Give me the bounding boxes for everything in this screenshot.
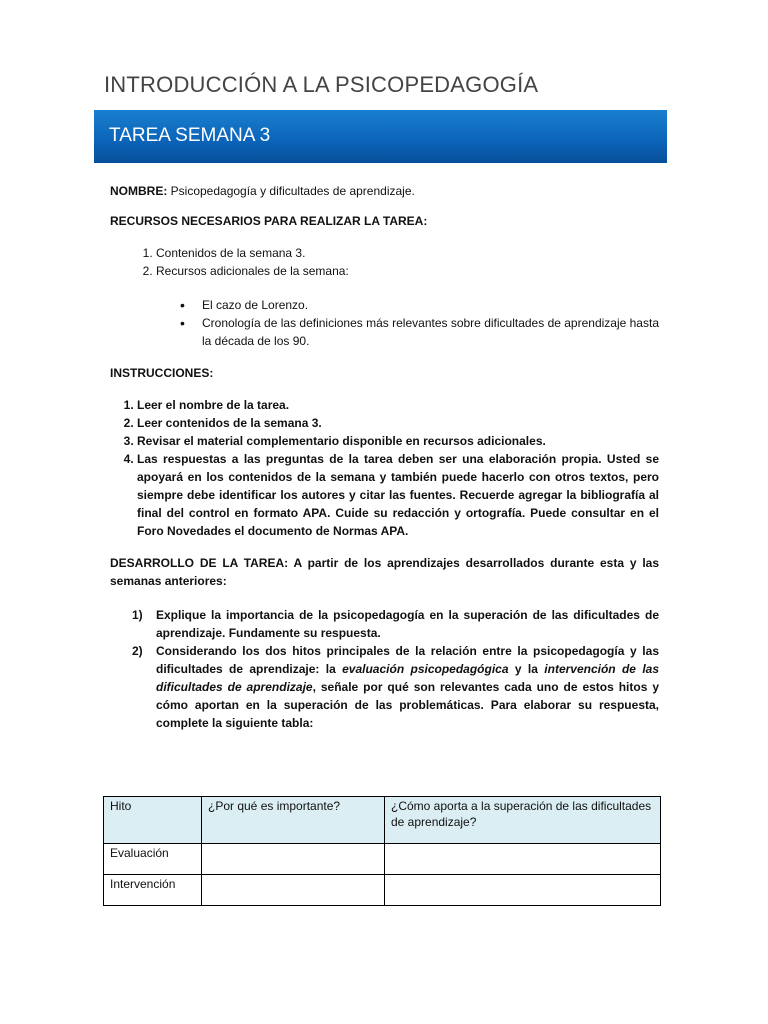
- nombre-value: Psicopedagogía y dificultades de aprendizaje.: [167, 184, 415, 198]
- question-text: , señale por qué son relevantes cada uno de estos hitos y cómo aportan en la superación de las problemáticas. Para elaborar su respuesta, complete la siguiente tabla:: [156, 680, 660, 730]
- table-cell[interactable]: [202, 875, 385, 906]
- question-text: Explique la importancia de la psicopedagogía en la superación de las dificultades de aprendizaje. Fundamente su respuesta.: [156, 608, 659, 640]
- list-item: 2. Recursos adicionales de la semana:: [156, 262, 659, 280]
- table-row: [104, 844, 661, 875]
- header-importancia: ¿Por qué es importante?: [202, 797, 385, 844]
- desarrollo-intro: [110, 554, 659, 590]
- table-cell[interactable]: [385, 844, 661, 875]
- recursos-list: [110, 244, 659, 280]
- desarrollo-label: DESARROLLO DE LA TAREA:: [110, 556, 289, 570]
- list-item: 1. Leer el nombre de la tarea.: [137, 396, 659, 414]
- desarrollo-intro-text: A partir de los aprendizajes desarrollados durante esta y las semanas anteriores:: [110, 556, 659, 588]
- desarrollo-questions: [110, 606, 659, 732]
- question-number: 1): [132, 608, 143, 622]
- table-cell[interactable]: [385, 875, 661, 906]
- header-hito: Hito: [104, 797, 202, 844]
- hitos-table-wrap: [103, 796, 661, 906]
- emphasis-evaluacion: evaluación psicopedagógica: [342, 662, 509, 676]
- instrucciones-heading: INSTRUCCIONES:: [110, 366, 214, 380]
- hitos-table: [103, 796, 661, 906]
- question-2: [132, 642, 660, 732]
- table-cell[interactable]: [202, 844, 385, 875]
- question-text: Considerando los dos hitos principales de la relación entre la psicopedagogía y las dificultades de aprendizaje: la: [156, 644, 659, 676]
- table-header-row: [104, 797, 661, 844]
- list-item: 2. Leer contenidos de la semana 3.: [137, 414, 659, 432]
- emphasis-intervencion: intervención de las dificultades de aprendizaje: [156, 662, 660, 694]
- recursos-heading: RECURSOS NECESARIOS PARA REALIZAR LA TAREA:: [110, 214, 428, 228]
- table-row: [104, 875, 661, 906]
- nombre-label: NOMBRE:: [110, 184, 168, 198]
- banner-title: TAREA SEMANA 3: [109, 125, 271, 146]
- document-body: [110, 182, 659, 732]
- list-item: 3. Revisar el material complementario disponible en recursos adicionales.: [137, 432, 659, 450]
- nombre-line: [110, 182, 659, 200]
- list-item: • El cazo de Lorenzo.: [180, 296, 659, 314]
- header-aporte: ¿Cómo aporta a la superación de las dificultades de aprendizaje?: [385, 797, 661, 844]
- question-1: [132, 606, 659, 642]
- list-item: 1. Contenidos de la semana 3.: [156, 244, 659, 262]
- assignment-banner: [94, 110, 667, 163]
- row-label: Evaluación: [104, 844, 202, 875]
- recursos-bullets: [110, 296, 659, 350]
- instrucciones-list: [110, 396, 659, 540]
- list-item: • Cronología de las definiciones más relevantes sobre dificultades de aprendizaje hasta la década de los 90.: [180, 314, 659, 350]
- list-item: 4. Las respuestas a las preguntas de la tarea deben ser una elaboración propia. Usted se apoyará en los contenidos de la semana y también puede hacerlo con otros textos, pero siempre debe identificar los autores y citar las fuentes. Recuerde agregar la bibliografía al final del control en formato APA. Cuide su redacción y ortografía. Puede consultar en el Foro Novedades el documento de Normas APA.: [137, 450, 659, 540]
- course-title: INTRODUCCIÓN A LA PSICOPEDAGOGÍA: [104, 72, 539, 97]
- question-text: y la: [508, 662, 545, 676]
- question-number: 2): [132, 644, 143, 658]
- row-label: Intervención: [104, 875, 202, 906]
